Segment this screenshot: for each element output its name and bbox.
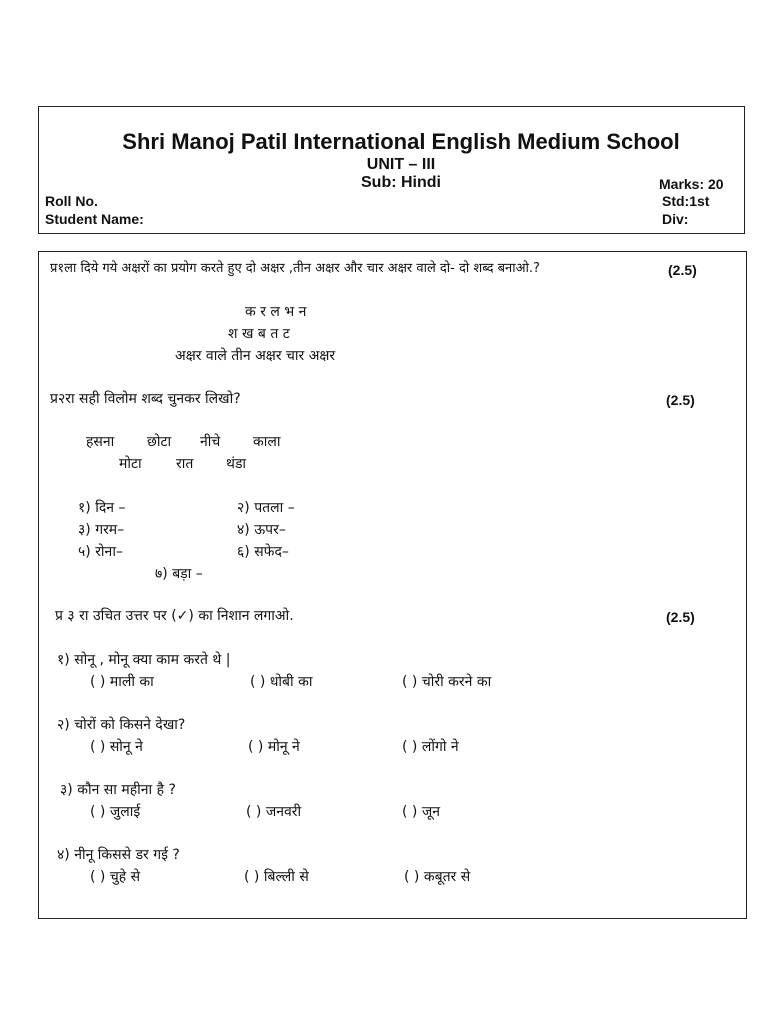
q1-letters-row2: श ख ब त ट bbox=[228, 326, 290, 342]
q2-item: ५) रोना– bbox=[78, 544, 123, 560]
q3-option: ( ) मोनू ने bbox=[248, 739, 300, 755]
q3-option: ( ) जुलाई bbox=[90, 804, 141, 820]
q2-item: २) पतला – bbox=[237, 500, 295, 516]
q2-item: ३) गरम– bbox=[78, 522, 125, 538]
div-label: Div: bbox=[662, 211, 689, 227]
q3-marks: (2.5) bbox=[666, 609, 695, 625]
q3-sub-question: ३) कौन सा महीना है ? bbox=[60, 782, 176, 798]
q2-option: मोटा bbox=[119, 456, 142, 472]
q3-option: ( ) बिल्ली से bbox=[244, 869, 309, 885]
q3-option: ( ) चोरी करने का bbox=[402, 674, 492, 690]
q2-text: प्र२रा सही विलोम शब्द चुनकर लिखो? bbox=[50, 391, 241, 407]
q2-option: नीचे bbox=[200, 434, 221, 450]
q2-item: ७) बड़ा – bbox=[155, 566, 203, 582]
q3-option: ( ) जनवरी bbox=[246, 804, 302, 820]
q1-word-types: अक्षर वाले तीन अक्षर चार अक्षर bbox=[175, 348, 336, 364]
q3-sub-question: २) चोरों को किसने देखा? bbox=[57, 717, 186, 733]
q1-text: प्र१ला दिये गये अक्षरों का प्रयोग करते हुए दो अक्षर ,तीन अक्षर और चार अक्षर वाले दो- दो शब्द बनाओ.? bbox=[50, 261, 540, 276]
q2-marks: (2.5) bbox=[666, 392, 695, 408]
q2-option: थंडा bbox=[226, 456, 247, 472]
std-label: Std:1st bbox=[662, 193, 710, 209]
q3-option: ( ) सोनू ने bbox=[90, 739, 143, 755]
q3-text: प्र ३ रा उचित उत्तर पर (✓) का निशान लगाओ. bbox=[55, 608, 294, 624]
q2-option: छोटा bbox=[147, 434, 172, 450]
unit-label: UNIT – III bbox=[366, 156, 436, 173]
q3-option: ( ) चुहे से bbox=[90, 869, 141, 885]
q3-option: ( ) धोबी का bbox=[250, 674, 313, 690]
q3-option: ( ) जून bbox=[402, 804, 440, 820]
q3-sub-question: १) सोनू , मोनू क्या काम करते थे | bbox=[57, 652, 231, 668]
roll-no-label: Roll No. bbox=[45, 193, 98, 209]
student-name-label: Student Name: bbox=[45, 211, 144, 227]
total-marks: Marks: 20 bbox=[659, 176, 724, 192]
q3-option: ( ) कबूतर से bbox=[404, 869, 471, 885]
q1-marks: (2.5) bbox=[668, 262, 697, 278]
q2-item: ६) सफेद– bbox=[237, 544, 289, 560]
q1-letters-row1: क र ल भ न bbox=[245, 304, 307, 320]
q2-item: १) दिन – bbox=[78, 500, 126, 516]
q2-option: काला bbox=[253, 434, 281, 450]
q2-option: रात bbox=[176, 456, 194, 472]
question-box bbox=[38, 251, 747, 919]
q3-sub-question: ४) नीनू किससे डर गई ? bbox=[57, 847, 180, 863]
school-name: Shri Manoj Patil International English Medium School bbox=[122, 129, 680, 154]
q3-option: ( ) लोंगो ने bbox=[402, 739, 459, 755]
q2-option: हसना bbox=[86, 434, 115, 450]
subject-label: Sub: Hindi bbox=[361, 174, 441, 191]
q2-item: ४) ऊपर– bbox=[237, 522, 286, 538]
q3-option: ( ) माली का bbox=[90, 674, 154, 690]
